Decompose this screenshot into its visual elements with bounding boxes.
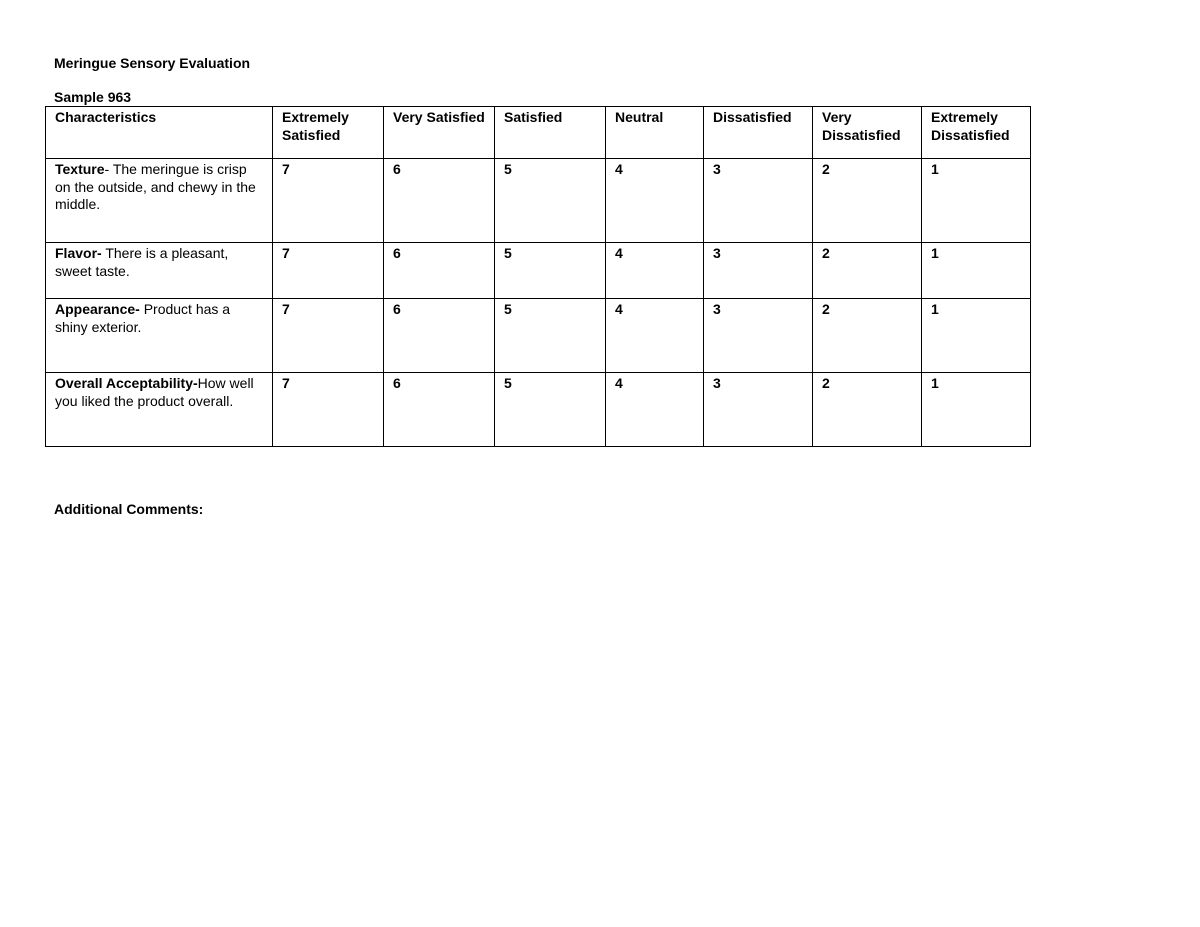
rating-cell: 5 <box>495 299 606 373</box>
rating-cell: 4 <box>606 243 704 299</box>
rating-cell: 6 <box>384 373 495 447</box>
table-row <box>46 159 1031 243</box>
rating-cell: 4 <box>606 373 704 447</box>
rating-cell: 5 <box>495 373 606 447</box>
rating-cell: 1 <box>922 299 1031 373</box>
rating-cell: 4 <box>606 159 704 243</box>
header-characteristics: Characteristics <box>46 107 273 159</box>
characteristic-cell <box>46 159 273 243</box>
sample-label: Sample 963 <box>54 89 132 105</box>
rating-cell: 2 <box>813 299 922 373</box>
rating-cell: 1 <box>922 159 1031 243</box>
header-extremely-satisfied: Extremely Satisfied <box>273 107 384 159</box>
rating-cell: 7 <box>273 373 384 447</box>
rating-cell: 1 <box>922 373 1031 447</box>
rating-cell: 6 <box>384 243 495 299</box>
table-row <box>46 299 1031 373</box>
characteristic-description: How well you liked the product overall. <box>55 375 254 409</box>
header-extremely-dissatisfied: Extremely Dissatisfied <box>922 107 1031 159</box>
header-dissatisfied: Dissatisfied <box>704 107 813 159</box>
characteristic-name: Flavor- <box>55 245 102 261</box>
rating-cell: 7 <box>273 243 384 299</box>
rating-cell: 3 <box>704 373 813 447</box>
rating-cell: 3 <box>704 159 813 243</box>
characteristic-description: There is a pleasant, sweet taste. <box>55 245 229 279</box>
characteristic-name: Overall Acceptability- <box>55 375 198 391</box>
rating-cell: 3 <box>704 243 813 299</box>
rating-cell: 2 <box>813 373 922 447</box>
characteristic-description: Product has a shiny exterior. <box>55 301 231 335</box>
header-satisfied: Satisfied <box>495 107 606 159</box>
rating-cell: 6 <box>384 299 495 373</box>
rating-cell: 5 <box>495 243 606 299</box>
sensory-evaluation-table <box>45 106 1031 447</box>
rating-cell: 7 <box>273 159 384 243</box>
header-very-satisfied: Very Satisfied <box>384 107 495 159</box>
table-row <box>46 373 1031 447</box>
additional-comments-label: Additional Comments: <box>54 501 204 517</box>
rating-cell: 3 <box>704 299 813 373</box>
header-very-dissatisfied: Very Dissatisfied <box>813 107 922 159</box>
table-header-row <box>46 107 1031 159</box>
rating-cell: 2 <box>813 159 922 243</box>
characteristic-name: Texture <box>55 161 105 177</box>
characteristic-name: Appearance- <box>55 301 140 317</box>
rating-cell: 1 <box>922 243 1031 299</box>
characteristic-description: - The meringue is crisp on the outside, and chewy in the middle. <box>55 161 256 212</box>
table-row <box>46 243 1031 299</box>
characteristic-cell <box>46 299 273 373</box>
document-title: Meringue Sensory Evaluation <box>54 55 251 71</box>
rating-cell: 4 <box>606 299 704 373</box>
rating-cell: 6 <box>384 159 495 243</box>
header-neutral: Neutral <box>606 107 704 159</box>
rating-cell: 7 <box>273 299 384 373</box>
rating-cell: 5 <box>495 159 606 243</box>
rating-cell: 2 <box>813 243 922 299</box>
characteristic-cell <box>46 373 273 447</box>
characteristic-cell <box>46 243 273 299</box>
